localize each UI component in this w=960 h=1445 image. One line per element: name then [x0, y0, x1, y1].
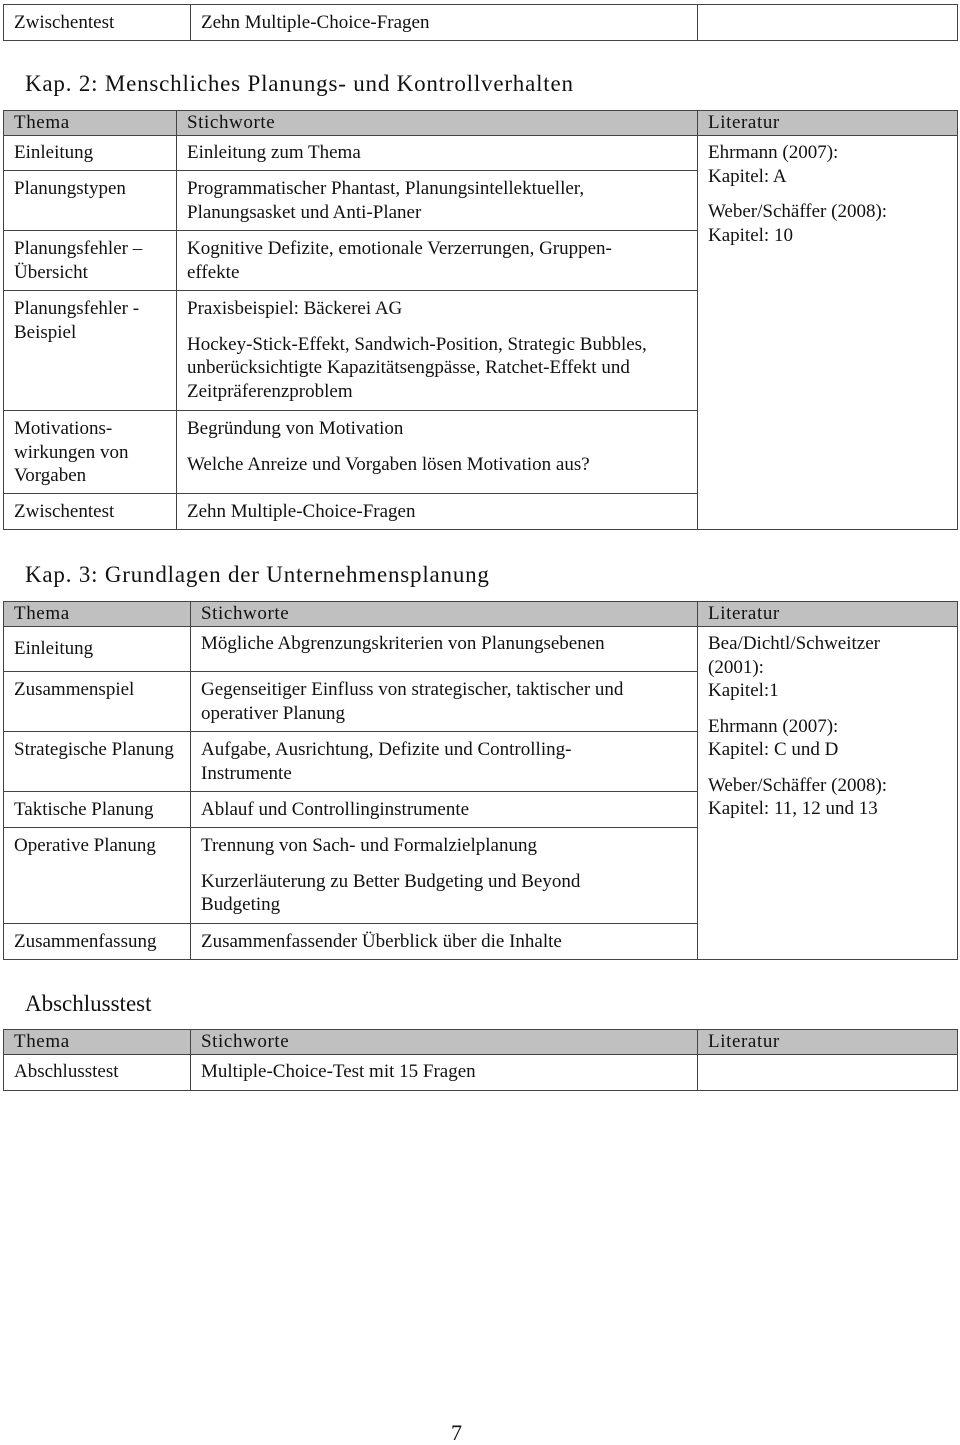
stichwort: Zusammenfassender Überblick über die Inhalte: [201, 931, 562, 952]
stichworte-cell: [191, 924, 698, 960]
literatur-chapter: Kapitel: 10: [708, 224, 793, 246]
header-literatur: Literatur: [698, 602, 958, 627]
header-thema: Thema: [4, 111, 177, 136]
stichworte-cell: Zehn Multiple-Choice-Fragen: [191, 5, 698, 41]
stichwort: Einleitung zum Thema: [187, 142, 361, 163]
thema-cell: Taktische Planung: [4, 792, 191, 828]
kap2-table: [3, 110, 958, 530]
stichworte-cell: [177, 291, 698, 411]
thema-cell: Planungsfehler – Übersicht: [4, 231, 177, 291]
thema-cell: Zusammenfassung: [4, 924, 191, 960]
section-heading-kap2: Kap. 2: Menschliches Planungs- und Kontrollverhalten: [25, 71, 574, 96]
literatur-chapter: Kapitel:1: [708, 680, 779, 701]
stichworte-cell: [191, 792, 698, 828]
stichworte-cell: [177, 494, 698, 530]
page-number: 7: [451, 1420, 462, 1445]
table-row: [4, 136, 958, 171]
header-stichworte: Stichworte: [191, 602, 698, 627]
stichwort: Gegenseitiger Einfluss von strategischer, taktischer und operativer Planung: [201, 679, 624, 724]
literatur-source: Ehrmann (2007):: [708, 142, 839, 163]
header-literatur: Literatur: [698, 1030, 958, 1055]
kap3-table: [3, 601, 958, 960]
literatur-source: Ehrmann (2007):: [708, 715, 839, 737]
stichwort: Zehn Multiple-Choice-Fragen: [187, 501, 416, 522]
stichwort: Kurzerläuterung zu Better Budgeting und Beyond Budgeting: [201, 870, 581, 915]
prev-table: [3, 4, 958, 41]
stichworte-cell: Multiple-Choice-Test mit 15 Fragen: [191, 1055, 698, 1091]
stichworte-cell: [177, 136, 698, 171]
stichwort: Hockey-Stick-Effekt, Sandwich-Position, Strategic Bubbles, unberücksichtigte Kapazitätsengpässe, Ratchet-Effekt und Zeitpräferenzproblem: [187, 333, 647, 402]
literatur-source: Weber/Schäffer (2008):: [708, 774, 888, 796]
literatur-source: Bea/Dichtl/Schweitzer (2001):: [708, 633, 880, 678]
thema-cell: Motivations-wirkungen von Vorgaben: [4, 411, 177, 494]
thema-cell: Zwischentest: [4, 494, 177, 530]
thema-cell: Planungstypen: [4, 171, 177, 231]
thema-cell: Abschlusstest: [4, 1055, 191, 1091]
stichwort: Praxisbeispiel: Bäckerei AG: [187, 298, 403, 319]
stichwort: Aufgabe, Ausrichtung, Defizite und Controlling-Instrumente: [201, 739, 572, 784]
thema-cell: Einleitung: [4, 136, 177, 171]
table-header-row: [4, 602, 958, 627]
stichworte-cell: [177, 231, 698, 291]
header-thema: Thema: [4, 1030, 191, 1055]
stichworte-cell: [191, 672, 698, 732]
literatur-cell: [698, 1055, 958, 1091]
stichworte-cell: [191, 627, 698, 672]
thema-cell: Zusammenspiel: [4, 672, 191, 732]
stichwort: Programmatischer Phantast, Planungsintellektueller, Planungsasket und Anti-Planer: [187, 178, 585, 223]
literatur-source: Weber/Schäffer (2008):: [708, 201, 888, 222]
thema-cell: Operative Planung: [4, 828, 191, 924]
table-header-row: [4, 111, 958, 136]
thema-cell: Einleitung: [4, 627, 191, 672]
table-row: [4, 5, 958, 41]
stichworte-cell: [177, 411, 698, 494]
table-row: [4, 627, 958, 672]
thema-cell: Planungsfehler - Beispiel: [4, 291, 177, 411]
thema-cell: Strategische Planung: [4, 732, 191, 792]
literatur-cell: [698, 5, 958, 41]
stichwort: Mögliche Abgrenzungskriterien von Planungsebenen: [201, 633, 605, 654]
header-stichworte: Stichworte: [191, 1030, 698, 1055]
literatur-chapter: Kapitel: A: [708, 165, 787, 187]
literatur-cell: [698, 136, 958, 530]
header-literatur: Literatur: [698, 111, 958, 136]
table-row: [4, 1055, 958, 1091]
section-heading-abschlusstest: Abschlusstest: [25, 991, 152, 1016]
stichwort: Begründung von Motivation: [187, 418, 404, 439]
literatur-chapter: Kapitel: 11, 12 und 13: [708, 798, 878, 819]
stichwort: Trennung von Sach- und Formalzielplanung: [201, 835, 537, 856]
stichwort: Kognitive Defizite, emotionale Verzerrungen, Gruppen-effekte: [187, 238, 612, 283]
header-stichworte: Stichworte: [177, 111, 698, 136]
thema-cell: Zwischentest: [4, 5, 191, 41]
stichworte-cell: [191, 732, 698, 792]
section-heading-kap3: Kap. 3: Grundlagen der Unternehmensplanung: [25, 562, 490, 587]
stichworte-cell: [191, 828, 698, 924]
stichwort: Ablauf und Controllinginstrumente: [201, 799, 470, 820]
stichwort: Welche Anreize und Vorgaben lösen Motivation aus?: [187, 453, 590, 475]
stichworte-cell: [177, 171, 698, 231]
header-thema: Thema: [4, 602, 191, 627]
abschluss-table: [3, 1029, 958, 1091]
literatur-chapter: Kapitel: C und D: [708, 739, 839, 760]
literatur-cell: [698, 627, 958, 960]
table-header-row: [4, 1030, 958, 1055]
